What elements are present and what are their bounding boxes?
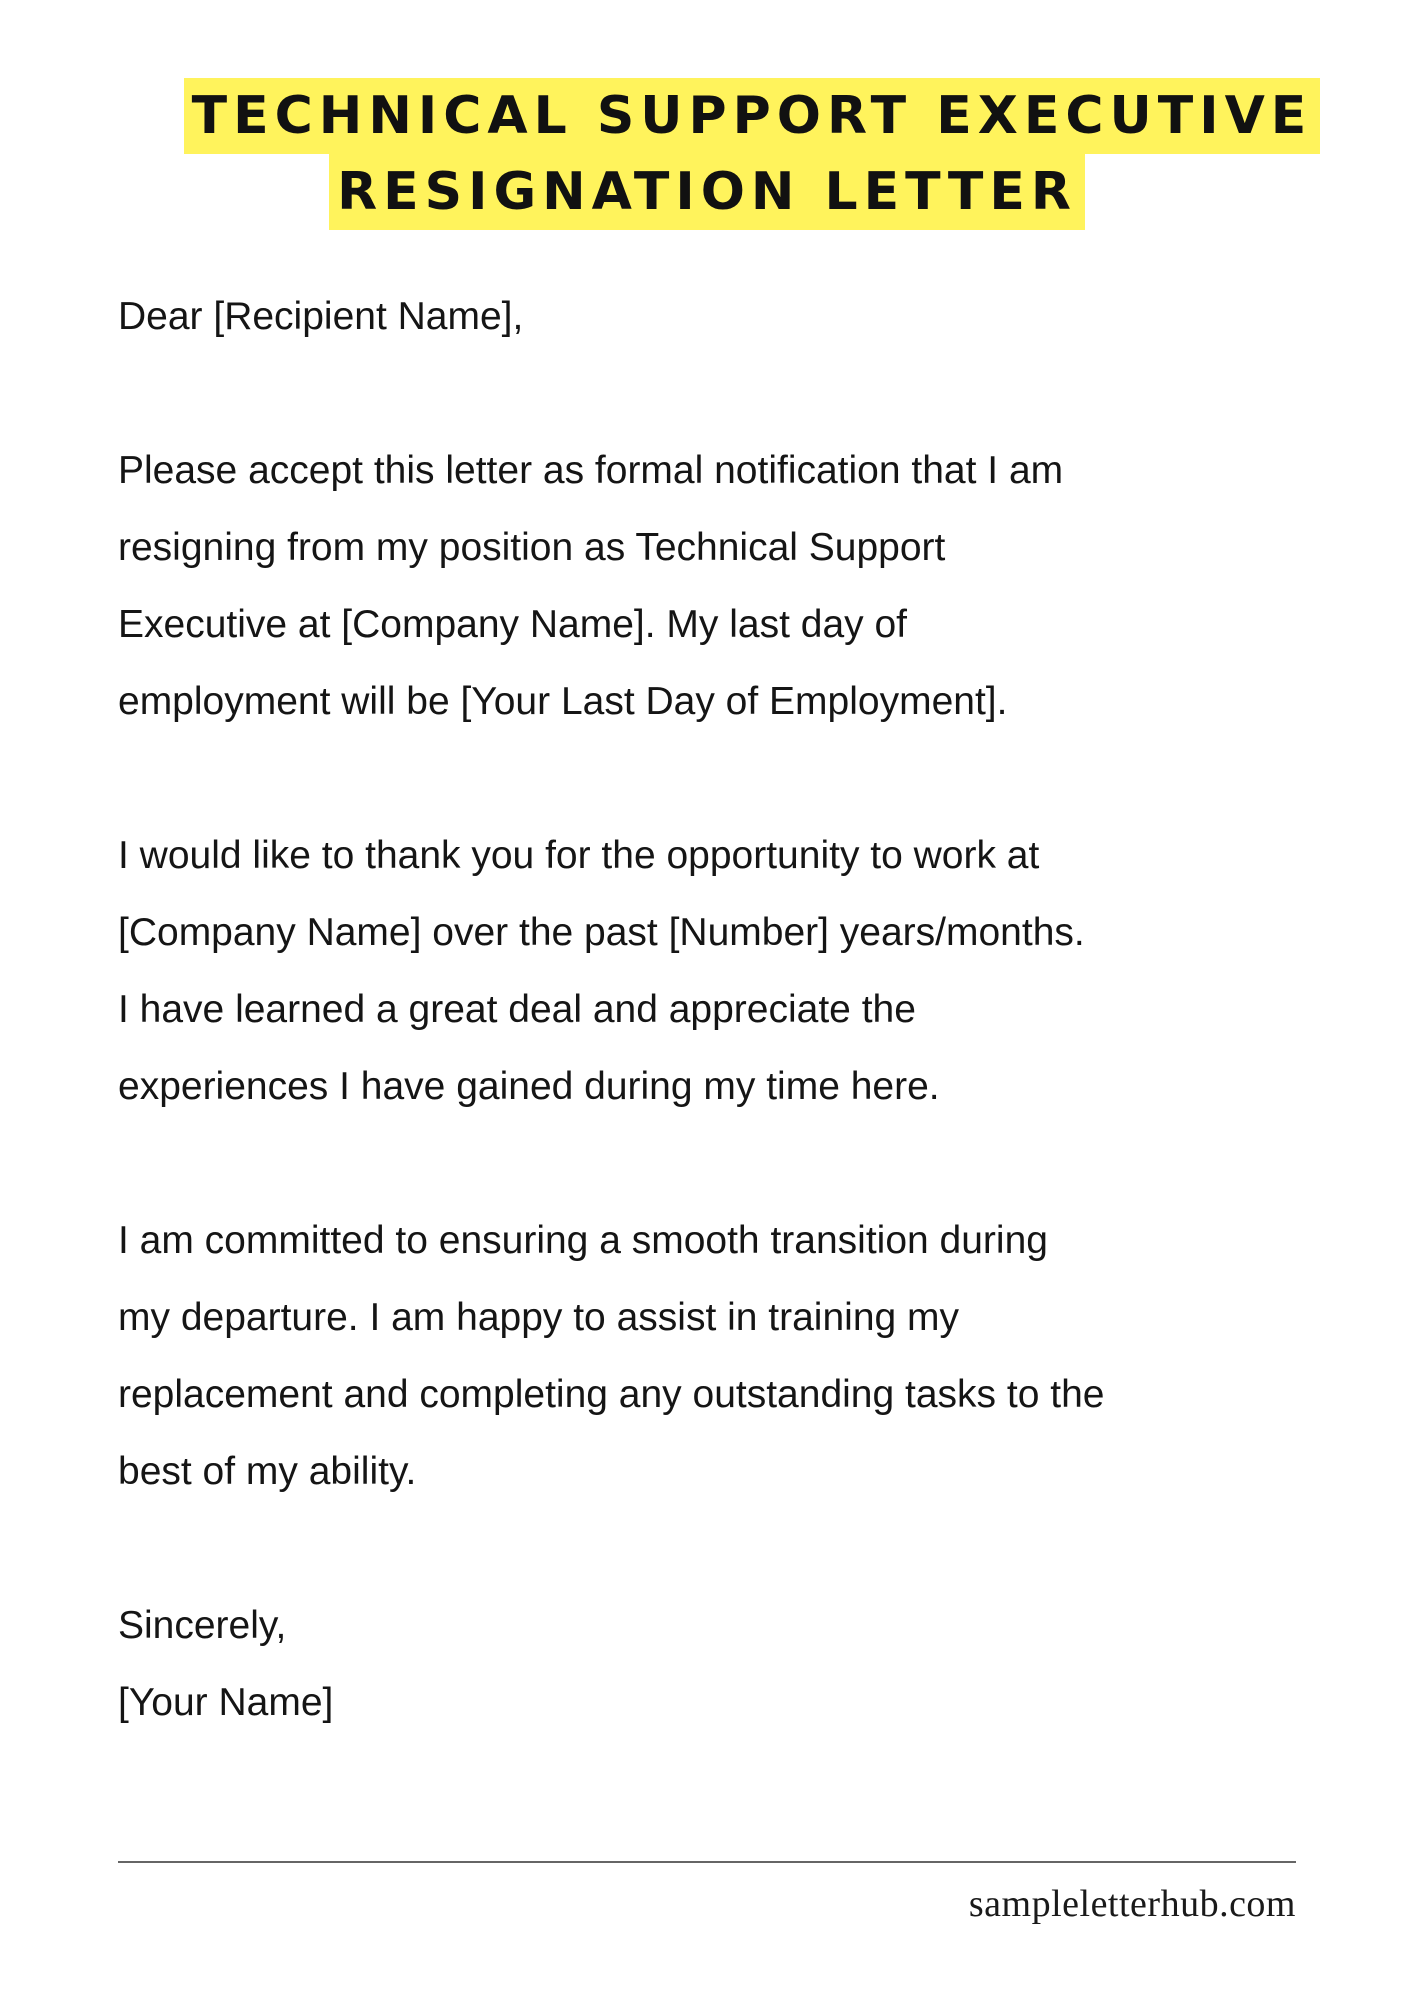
paragraph-line: I would like to thank you for the opportunity to work at	[118, 834, 1040, 877]
paragraph-line: I have learned a great deal and appreciate the	[118, 988, 916, 1031]
letter-body	[118, 278, 1358, 1741]
document-title	[0, 78, 1414, 230]
title-line-1: TECHNICAL SUPPORT EXECUTIVE	[184, 78, 1321, 154]
paragraph-line: [Company Name] over the past [Number] years/months.	[118, 911, 1085, 954]
paragraph-line: Please accept this letter as formal notification that I am	[118, 449, 1064, 492]
paragraph-2	[118, 817, 1358, 1125]
greeting-text: Dear [Recipient Name],	[118, 295, 524, 338]
paragraph-line: best of my ability.	[118, 1450, 417, 1493]
paragraph-line: replacement and completing any outstanding tasks to the	[118, 1373, 1105, 1416]
paragraph-line: experiences I have gained during my time here.	[118, 1065, 940, 1108]
paragraph-line: resigning from my position as Technical Support	[118, 526, 946, 569]
paragraph-line: I am committed to ensuring a smooth transition during	[118, 1219, 1048, 1262]
footer-site: sampleletterhub.com	[968, 1883, 1296, 1925]
closing-text: Sincerely,	[118, 1604, 287, 1647]
paragraph-line: my departure. I am happy to assist in training my	[118, 1296, 960, 1339]
greeting	[118, 278, 1358, 355]
signature-text: [Your Name]	[118, 1681, 334, 1724]
title-line-2: RESIGNATION LETTER	[329, 154, 1085, 230]
paragraph-1	[118, 432, 1358, 740]
footer-divider	[118, 1861, 1296, 1863]
paragraph-line: Executive at [Company Name]. My last day of	[118, 603, 907, 646]
paragraph-3	[118, 1202, 1358, 1510]
closing-block	[118, 1587, 1358, 1741]
paragraph-line: employment will be [Your Last Day of Employment].	[118, 680, 1008, 723]
